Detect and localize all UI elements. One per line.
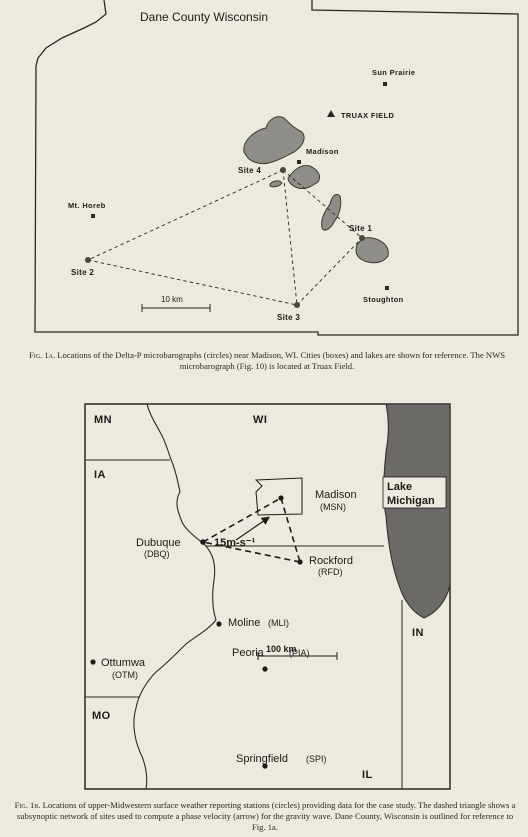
dane-county-map	[0, 0, 528, 345]
phase-velocity-label: 15m-s⁻¹	[214, 537, 256, 549]
madison-station-code: (MSN)	[320, 502, 346, 512]
site-4-label: Site 4	[238, 166, 262, 175]
lake-waubesa	[322, 194, 341, 230]
site-3-label: Site 3	[277, 313, 301, 322]
network-line-2-3	[88, 260, 297, 305]
figure-1a-caption	[22, 350, 512, 372]
site-2-marker	[85, 257, 91, 263]
rockford-station-marker	[297, 559, 302, 564]
map-title: Dane County Wisconsin	[140, 10, 269, 24]
scale-bar-100km-label: 100 km	[266, 644, 297, 654]
dubuque-station-marker	[200, 539, 206, 545]
lake-mendota	[244, 117, 304, 164]
network-line-4-2	[88, 170, 283, 260]
figure-1b-caption	[14, 800, 516, 833]
madison-station-label: Madison	[315, 489, 357, 501]
scale-bar-10km	[142, 304, 210, 312]
site-1-label: Site 1	[349, 224, 373, 233]
state-label-ia: IA	[94, 469, 106, 481]
upper-midwest-map	[0, 400, 528, 800]
state-label-in: IN	[412, 627, 424, 639]
figure-1b-caption-text: Locations of upper-Midwestern surface weather reporting stations (circles) providing data for the case study. The dashed triangle shows a subsynoptic network of sites used to compute a phase velocity (arrow) for the gravity wave. Dane County, Wisconsin is outlined for reference to Fig. 1a.	[16, 800, 516, 832]
figure-1a-caption-prefix: Fig. 1a.	[28, 350, 56, 360]
madison-marker	[297, 160, 301, 164]
springfield-station-label: Springfield	[236, 753, 288, 765]
scale-bar-10km-label: 10 km	[161, 295, 183, 304]
county-boundary	[35, 0, 518, 335]
figure-1a-caption-text: Locations of the Delta-P microbarographs (circles) near Madison, WI. Cities (boxes) and lakes are shown for reference. The NWS microbarograph (Fig. 10) is located at Truax Field.	[57, 350, 506, 371]
state-label-mn: MN	[94, 414, 113, 426]
state-label-mo: MO	[92, 710, 111, 722]
madison-label: Madison	[306, 147, 339, 156]
ottumwa-station-label: Ottumwa	[101, 657, 146, 669]
lake-kegonsa	[356, 238, 388, 263]
dubuque-station-label: Dubuque	[136, 537, 181, 549]
figure-1b-caption-prefix: Fig. 1b.	[14, 800, 41, 810]
lake-michigan-label-line2: Michigan	[387, 495, 435, 507]
network-line-3-1	[297, 238, 362, 305]
truax-field-label: TRUAX FIELD	[341, 111, 395, 120]
site-3-marker	[294, 302, 300, 308]
lake-monona	[288, 166, 320, 189]
moline-station-marker	[216, 621, 221, 626]
network-line-4-3	[283, 170, 297, 305]
moline-station-code: (MLI)	[268, 618, 289, 628]
rockford-station-label: Rockford	[309, 555, 354, 567]
sun-prairie-label: Sun Prairie	[372, 68, 416, 77]
peoria-station-label: Peoria	[232, 647, 264, 659]
site-1-marker	[359, 235, 365, 241]
lake-michigan-label-line1: Lake	[387, 481, 413, 493]
ottumwa-station-marker	[90, 659, 95, 664]
site-2-label: Site 2	[71, 268, 95, 277]
lake-wingra	[270, 181, 282, 187]
madison-station-marker	[278, 495, 283, 500]
springfield-station-code: (SPI)	[306, 754, 327, 764]
triangle-msn-rfd	[281, 498, 300, 562]
mt-horeb-label: Mt. Horeb	[68, 201, 106, 210]
stoughton-marker	[385, 286, 389, 290]
ottumwa-station-code: (OTM)	[112, 670, 138, 680]
state-label-il: IL	[362, 769, 373, 781]
mt-horeb-marker	[91, 214, 95, 218]
rockford-station-code: (RFD)	[318, 567, 343, 577]
sun-prairie-marker	[383, 82, 387, 86]
site-4-marker	[280, 167, 286, 173]
truax-field-triangle-icon	[327, 110, 335, 117]
dubuque-station-code: (DBQ)	[144, 549, 170, 559]
stoughton-label: Stoughton	[363, 295, 404, 304]
peoria-station-code: (PIA)	[289, 648, 310, 658]
mississippi-river	[134, 404, 216, 789]
moline-station-label: Moline	[228, 617, 261, 629]
lake-michigan	[384, 404, 450, 618]
state-label-wi: WI	[253, 414, 268, 426]
peoria-station-marker	[262, 666, 267, 671]
